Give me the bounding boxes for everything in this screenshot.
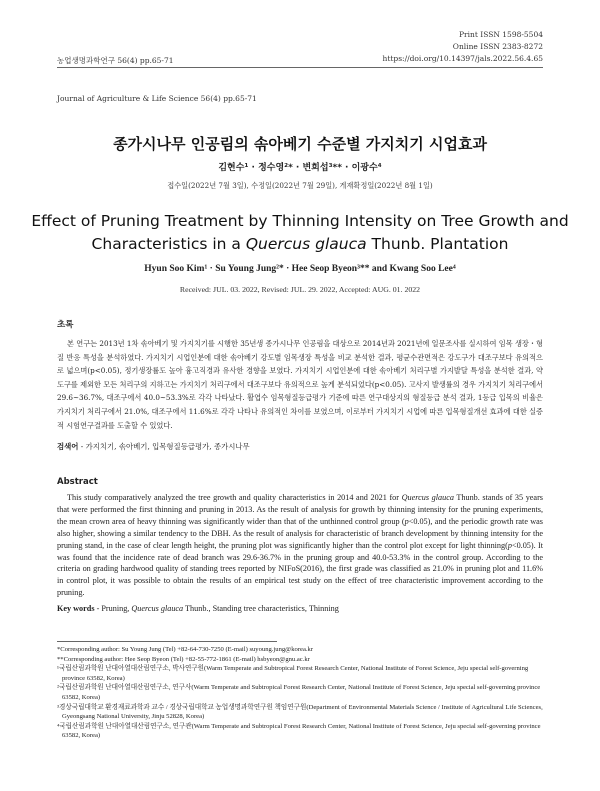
- doi-link[interactable]: https://doi.org/10.14397/jals.2022.56.4.65: [382, 54, 543, 63]
- footnote-item: ⁴국립산림과학원 난대아열대산림연구소, 연구관(Warm Temperate and Subtropical Forest Research Center, National Institute of Forest Science, Jeju special self-governing province 63582, Korea): [57, 722, 541, 740]
- title-en: [0, 210, 600, 256]
- keywords-en-label: Key words: [57, 604, 95, 613]
- abstract-ko-heading: 초록: [57, 320, 74, 330]
- print-issn: Print ISSN 1598-5504: [458, 30, 543, 39]
- keywords-ko-label: 검색어: [57, 442, 79, 451]
- online-issn: Online ISSN 2383-8272: [452, 42, 543, 51]
- authors-ko: 김현수¹ · 정수영²* · 변희섭³** · 이광수⁴: [218, 163, 382, 173]
- journal-en: Journal of Agriculture & Life Science 56(4) pp.65-71: [57, 94, 257, 103]
- abstract-ko-text: 본 연구는 2013년 1차 솎아베기 및 가지치기를 시행한 35년생 종가시나무 인공림을 대상으로 2014년과 2021년에 일문조사를 실시하여 임목 생장・형질 반응 특성을 분석하였다. 가지치기 시업인분에 대한 솎아베기 강도별 임목생장 특성을 비교 분석한 결과, 평균수관면적은 강도구가 대조구보다 유의적으로 넓으며(p<0.05), 정기생장률도 높아 흉고직경과 유사한 경향을 보였다. 가지치기 시업인분에 대한 솎아베기 처리구별 가지발달 특성을 분석한 결과, 약도구를 제외한 모든 처리구의 지하고는 가지치기 처리구에서 대조구보다 유의적으로 높게 분석되었다(p<0.05). 고사지 발생률의 경우 가지치기 처리구에서 29.6~36.7%, 대조구에서 40.0~53.3%로 각각 나타났다. 활엽수 임목형질등급평가 기준에 따른 연구대상지의 형질등급 분석 결과, 1등급 입목의 비율은 가지치기 처리구에서 21.0%, 대조구에서 11.6%로 각각 나타나 유의적인 차이를 보였으며, 이로부터 가지치기 시업에 따른 입목형질개선 효과에 대한 실증적 시험연구결과를 도출할 수 있었다.: [57, 339, 543, 430]
- title-en-line2: Characteristics in a Quercus glauca Thunb. Plantation: [91, 235, 509, 253]
- keywords-ko-list: - 가지치기, 솎아베기, 입목형질등급평가, 종가시나무: [80, 442, 250, 451]
- footnote-item: *Corresponding author: Su Young Jung (Tel) +82-64-730-7250 (E-mail) suyoung.jung@korea.kr: [57, 646, 314, 653]
- authors-en: Hyun Soo Kim¹ · Su Young Jung²* · Hee Seop Byeon³** and Kwang Soo Lee⁴: [144, 264, 456, 274]
- footnote-item: ¹국립산림과학원 난대아열대산림연구소, 박사연구원(Warm Temperate and Subtropical Forest Research Center, National Institute of Forest Science, Jeju special self-governing province 63582, Korea): [57, 665, 529, 682]
- abstract-en-text: This study comparatively analyzed the tree growth and quality characteristics in 2014 and 2021 for Quercus glauca Thunb. stands of 35 years that were performed the first thinning and pruning in 2013. As the result of analysis for growth by thinning intensity for the pruning experiments, the mean crown area of heavy thinning was significantly wider than that of the unthinned control group (p<0.05), and the periodic growth rate was also higher, showing a similar tendency to the DBH. As the result of analysis for characteristic of branch development by thinning intensity for the pruning stand, in the case of clear length height, the pruning plot was significantly higher than the control plot except for light thinning(p<0.05). It was found that the incidence rate of dead branch was 29.6-36.7% in the pruning group and 40.0-53.3% in the control group. According to the criteria on grading hardwood quality of standing trees reported by NIFoS(2016), the first grade was classified as 21.0% in pruning plot and 11.6% in control plot, it was possible to obtain the results of an empirical test study on the effect of tree characteristic improvement according to the pruning.: [57, 493, 543, 598]
- title-en-line1: Effect of Pruning Treatment by Thinning Intensity on Tree Growth and: [31, 212, 569, 230]
- footnote-rule: [57, 641, 277, 642]
- footnote-item: ³경상국립대학교 환경재료과학과 교수 / 경상국립대학교 농업생명과학연구원 책임연구원(Department of Environmental Materials Science / Institute of Agricultural Life Sciences, Gyeongsang National University, Jinju 52828, Korea): [57, 703, 543, 721]
- footnotes: [57, 645, 543, 741]
- keywords-en: Key words - Pruning, Quercus glauca Thunb., Standing tree characteristics, Thinning: [57, 604, 339, 613]
- dates-en: Received: JUL. 03. 2022, Revised: JUL. 29. 2022, Accepted: AUG. 01. 2022: [179, 285, 421, 294]
- header-rule: [57, 67, 543, 68]
- footnote-item: ²국립산림과학원 난대아열대산림연구소, 연구사(Warm Temperate and Subtropical Forest Research Center, National Institute of Forest Science, Jeju special self-governing province 63582, Korea): [57, 684, 541, 701]
- keywords-ko: [57, 441, 543, 452]
- footnote-item: **Corresponding author: Hee Seop Byeon (Tel) +82-55-772-1861 (E-mail) hsbyeon@gnu.ac.kr: [57, 655, 310, 663]
- journal-ko: 농업생명과학연구 56(4) pp.65-71: [57, 56, 174, 65]
- abstract-en-heading: Abstract: [57, 477, 98, 487]
- dates-ko: 접수일(2022년 7월 3일), 수정일(2022년 7월 29일), 게재확정일(2022년 8월 1일): [167, 181, 433, 190]
- title-ko: 종가시나무 인공림의 솎아베기 수준별 가지치기 시업효과: [113, 135, 487, 153]
